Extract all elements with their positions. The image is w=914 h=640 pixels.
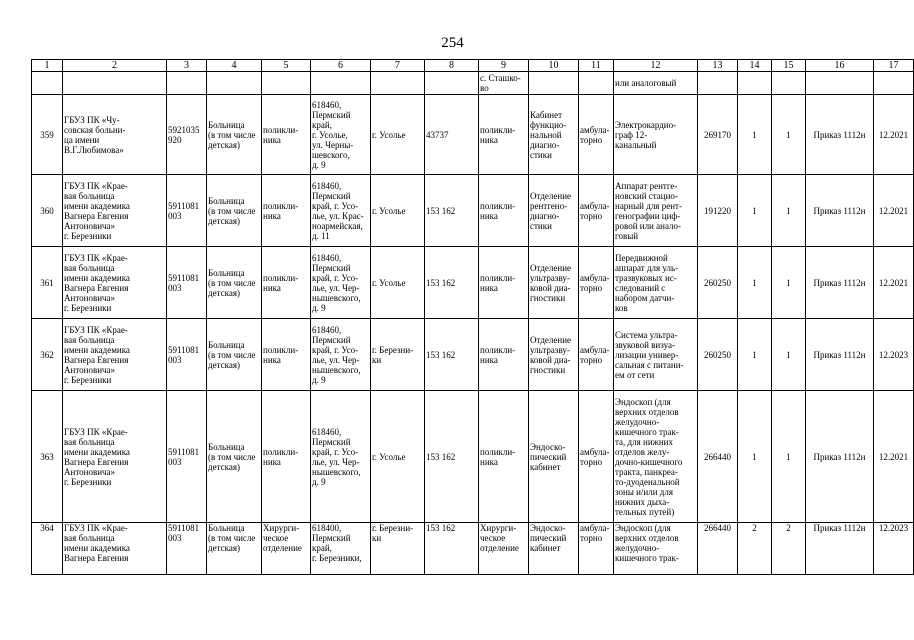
cell-type: Больница (в том числе детская)	[207, 175, 262, 247]
cell-num: 361	[32, 247, 63, 319]
table-row	[32, 523, 914, 575]
cell-okpd: 266440	[698, 523, 738, 575]
column-number-cell: 8	[425, 60, 479, 72]
cont-cell	[63, 72, 167, 95]
continuation-row	[32, 72, 914, 95]
cell-inn: 5911081 003	[167, 175, 207, 247]
cell-type: Больница (в том числе детская)	[207, 391, 262, 523]
cell-num: 363	[32, 391, 63, 523]
cell-dept: поликли- ника	[479, 319, 529, 391]
cont-cell	[806, 72, 874, 95]
cell-okpd: 260250	[698, 247, 738, 319]
cell-address: 618460, Пермский край, г. Усо- лье, ул. Чер- нышевского, д. 9	[311, 247, 371, 319]
cell-dept: поликли- ника	[479, 391, 529, 523]
cell-okpd: 191220	[698, 175, 738, 247]
cell-dept: поликли- ника	[479, 175, 529, 247]
cell-inn: 5911081 003	[167, 247, 207, 319]
cell-city: г. Усолье	[371, 391, 425, 523]
cell-order: Приказ 1112н	[806, 319, 874, 391]
cell-care: амбула- торно	[579, 175, 614, 247]
cell-equipment: Эндоскоп (для верхних отделов желудочно- кишечного трак-	[614, 523, 698, 575]
page-number: 254	[441, 35, 464, 51]
cell-city: г. Усолье	[371, 175, 425, 247]
cell-type: Больница (в том числе детская)	[207, 319, 262, 391]
cell-inn: 5911081 003	[167, 391, 207, 523]
cell-cabinet: Отделение рентгено- диагно- стики	[529, 175, 579, 247]
cell-unit: поликли- ника	[262, 319, 311, 391]
cell-code: 43737	[425, 95, 479, 175]
cell-unit: поликли- ника	[262, 95, 311, 175]
cell-date: 12.2021	[874, 391, 914, 523]
cell-city: г. Березни- ки	[371, 523, 425, 575]
table-row	[32, 95, 914, 175]
cont-cell	[311, 72, 371, 95]
cell-unit: Хирурги- ческое отделение	[262, 523, 311, 575]
table-row	[32, 319, 914, 391]
cell-address: 618460, Пермский край, г. Усо- лье, ул. Чер- нышевского, д. 9	[311, 391, 371, 523]
cell-equipment: Аппарат рентге- новский стацио- нарный для рент- генографии циф- ровой или анало- говый	[614, 175, 698, 247]
cell-date: 12.2021	[874, 95, 914, 175]
column-number-cell: 12	[614, 60, 698, 72]
cell-date: 12.2023	[874, 319, 914, 391]
cell-cabinet: Отделение ультразву- ковой диа- гностики	[529, 319, 579, 391]
cell-cabinet: Отделение ультразву- ковой диа- гностики	[529, 247, 579, 319]
cell-q1: 1	[738, 319, 772, 391]
cell-dept: поликли- ника	[479, 247, 529, 319]
cell-cabinet: Эндоско- пический кабинет	[529, 523, 579, 575]
cont-dept-cell: с. Сташко- во	[479, 72, 529, 95]
cell-q1: 2	[738, 523, 772, 575]
column-number-cell: 7	[371, 60, 425, 72]
cont-cell	[207, 72, 262, 95]
cell-order: Приказ 1112н	[806, 175, 874, 247]
column-number-cell: 3	[167, 60, 207, 72]
column-number-cell: 4	[207, 60, 262, 72]
cont-cell	[874, 72, 914, 95]
table-row	[32, 247, 914, 319]
cell-q1: 1	[738, 175, 772, 247]
cell-code: 153 162	[425, 247, 479, 319]
cell-address: 618460, Пермский край, г. Усо- лье, ул. Крас- ноармейская, д. 11	[311, 175, 371, 247]
cell-dept: поликли- ника	[479, 95, 529, 175]
column-number-row	[32, 60, 914, 72]
cell-dept: Хирурги- ческое отделение	[479, 523, 529, 575]
cell-org: ГБУЗ ПК «Крае- вая больница имени академика Вагнера Евгения Антоновича» г. Березники	[63, 175, 167, 247]
cell-order: Приказ 1112н	[806, 95, 874, 175]
cont-cell	[698, 72, 738, 95]
equipment-table	[31, 59, 914, 575]
cell-equipment: Эндоскоп (для верхних отделов желудочно- кишечного трак- та, для нижних отделов желу- дочно-кишечного тракта, панкреа- то-дуоденальной зоны и/или для нижних дыха- тельных путей)	[614, 391, 698, 523]
cell-okpd: 266440	[698, 391, 738, 523]
column-number-cell: 15	[772, 60, 806, 72]
cell-city: г. Усолье	[371, 95, 425, 175]
cell-address: 618460, Пермский край, г. Усолье, ул. Черны- шевского, д. 9	[311, 95, 371, 175]
cell-care: амбула- торно	[579, 247, 614, 319]
cell-inn: 5911081 003	[167, 319, 207, 391]
cell-care: амбула- торно	[579, 523, 614, 575]
column-number-cell: 5	[262, 60, 311, 72]
cell-care: амбула- торно	[579, 95, 614, 175]
table-body	[32, 60, 914, 575]
column-number-cell: 10	[529, 60, 579, 72]
cell-address: 618400, Пермский край, г. Березники,	[311, 523, 371, 575]
cell-order: Приказ 1112н	[806, 523, 874, 575]
cell-equipment: Система ультра- звуковой визуа- лизации универ- сальная с питани- ем от сети	[614, 319, 698, 391]
cont-cell	[262, 72, 311, 95]
cell-equipment: Передвижной аппарат для уль- тразвуковых ис- следований с набором датчи- ков	[614, 247, 698, 319]
cont-cell	[738, 72, 772, 95]
column-number-cell: 2	[63, 60, 167, 72]
cell-q2: 1	[772, 95, 806, 175]
table-row	[32, 175, 914, 247]
cell-q2: 1	[772, 247, 806, 319]
cell-num: 360	[32, 175, 63, 247]
cont-cell	[529, 72, 579, 95]
cell-code: 153 162	[425, 175, 479, 247]
cell-equipment: Электрокардио- граф 12- канальный	[614, 95, 698, 175]
cell-order: Приказ 1112н	[806, 247, 874, 319]
cell-code: 153 162	[425, 523, 479, 575]
cont-cell	[579, 72, 614, 95]
cell-org: ГБУЗ ПК «Чу- совская больни- ца имени В.Г.Любимова»	[63, 95, 167, 175]
cont-cell	[425, 72, 479, 95]
column-number-cell: 6	[311, 60, 371, 72]
cell-num: 364	[32, 523, 63, 575]
cell-org: ГБУЗ ПК «Крае- вая больница имени академика Вагнера Евгения Антоновича» г. Березники	[63, 247, 167, 319]
column-number-cell: 9	[479, 60, 529, 72]
column-number-cell: 1	[32, 60, 63, 72]
cell-unit: поликли- ника	[262, 247, 311, 319]
cell-care: амбула- торно	[579, 391, 614, 523]
cell-okpd: 269170	[698, 95, 738, 175]
cell-q2: 2	[772, 523, 806, 575]
cell-unit: поликли- ника	[262, 391, 311, 523]
cell-city: г. Березни- ки	[371, 319, 425, 391]
cell-cabinet: Эндоско- пический кабинет	[529, 391, 579, 523]
column-number-cell: 14	[738, 60, 772, 72]
table-row	[32, 391, 914, 523]
cell-cabinet: Кабинет функцио- нальной диагно- стики	[529, 95, 579, 175]
cell-unit: поликли- ника	[262, 175, 311, 247]
column-number-cell: 13	[698, 60, 738, 72]
cont-equipment-cell: или аналоговый	[614, 72, 698, 95]
cell-care: амбула- торно	[579, 319, 614, 391]
cell-num: 359	[32, 95, 63, 175]
cell-inn: 5911081 003	[167, 523, 207, 575]
cell-org: ГБУЗ ПК «Крае- вая больница имени академика Вагнера Евгения Антоновича» г. Березники	[63, 391, 167, 523]
cell-type: Больница (в том числе детская)	[207, 95, 262, 175]
cell-okpd: 260250	[698, 319, 738, 391]
cell-num: 362	[32, 319, 63, 391]
cell-q2: 1	[772, 391, 806, 523]
cell-q2: 1	[772, 175, 806, 247]
column-number-cell: 11	[579, 60, 614, 72]
cell-code: 153 162	[425, 391, 479, 523]
column-number-cell: 17	[874, 60, 914, 72]
cell-code: 153 162	[425, 319, 479, 391]
cell-date: 12.2021	[874, 175, 914, 247]
cell-org: ГБУЗ ПК «Крае- вая больница имени академика Вагнера Евгения	[63, 523, 167, 575]
cont-cell	[772, 72, 806, 95]
cell-type: Больница (в том числе детская)	[207, 523, 262, 575]
cell-order: Приказ 1112н	[806, 391, 874, 523]
cell-inn: 5921035 920	[167, 95, 207, 175]
cont-cell	[167, 72, 207, 95]
cont-cell	[32, 72, 63, 95]
cell-q1: 1	[738, 391, 772, 523]
cell-date: 12.2021	[874, 247, 914, 319]
cell-q2: 1	[772, 319, 806, 391]
cell-type: Больница (в том числе детская)	[207, 247, 262, 319]
cell-city: г. Усолье	[371, 247, 425, 319]
cell-date: 12.2023	[874, 523, 914, 575]
cell-q1: 1	[738, 95, 772, 175]
cell-org: ГБУЗ ПК «Крае- вая больница имени академика Вагнера Евгения Антоновича» г. Березники	[63, 319, 167, 391]
column-number-cell: 16	[806, 60, 874, 72]
cell-q1: 1	[738, 247, 772, 319]
cell-address: 618460, Пермский край, г. Усо- лье, ул. Чер- нышевского, д. 9	[311, 319, 371, 391]
cont-cell	[371, 72, 425, 95]
